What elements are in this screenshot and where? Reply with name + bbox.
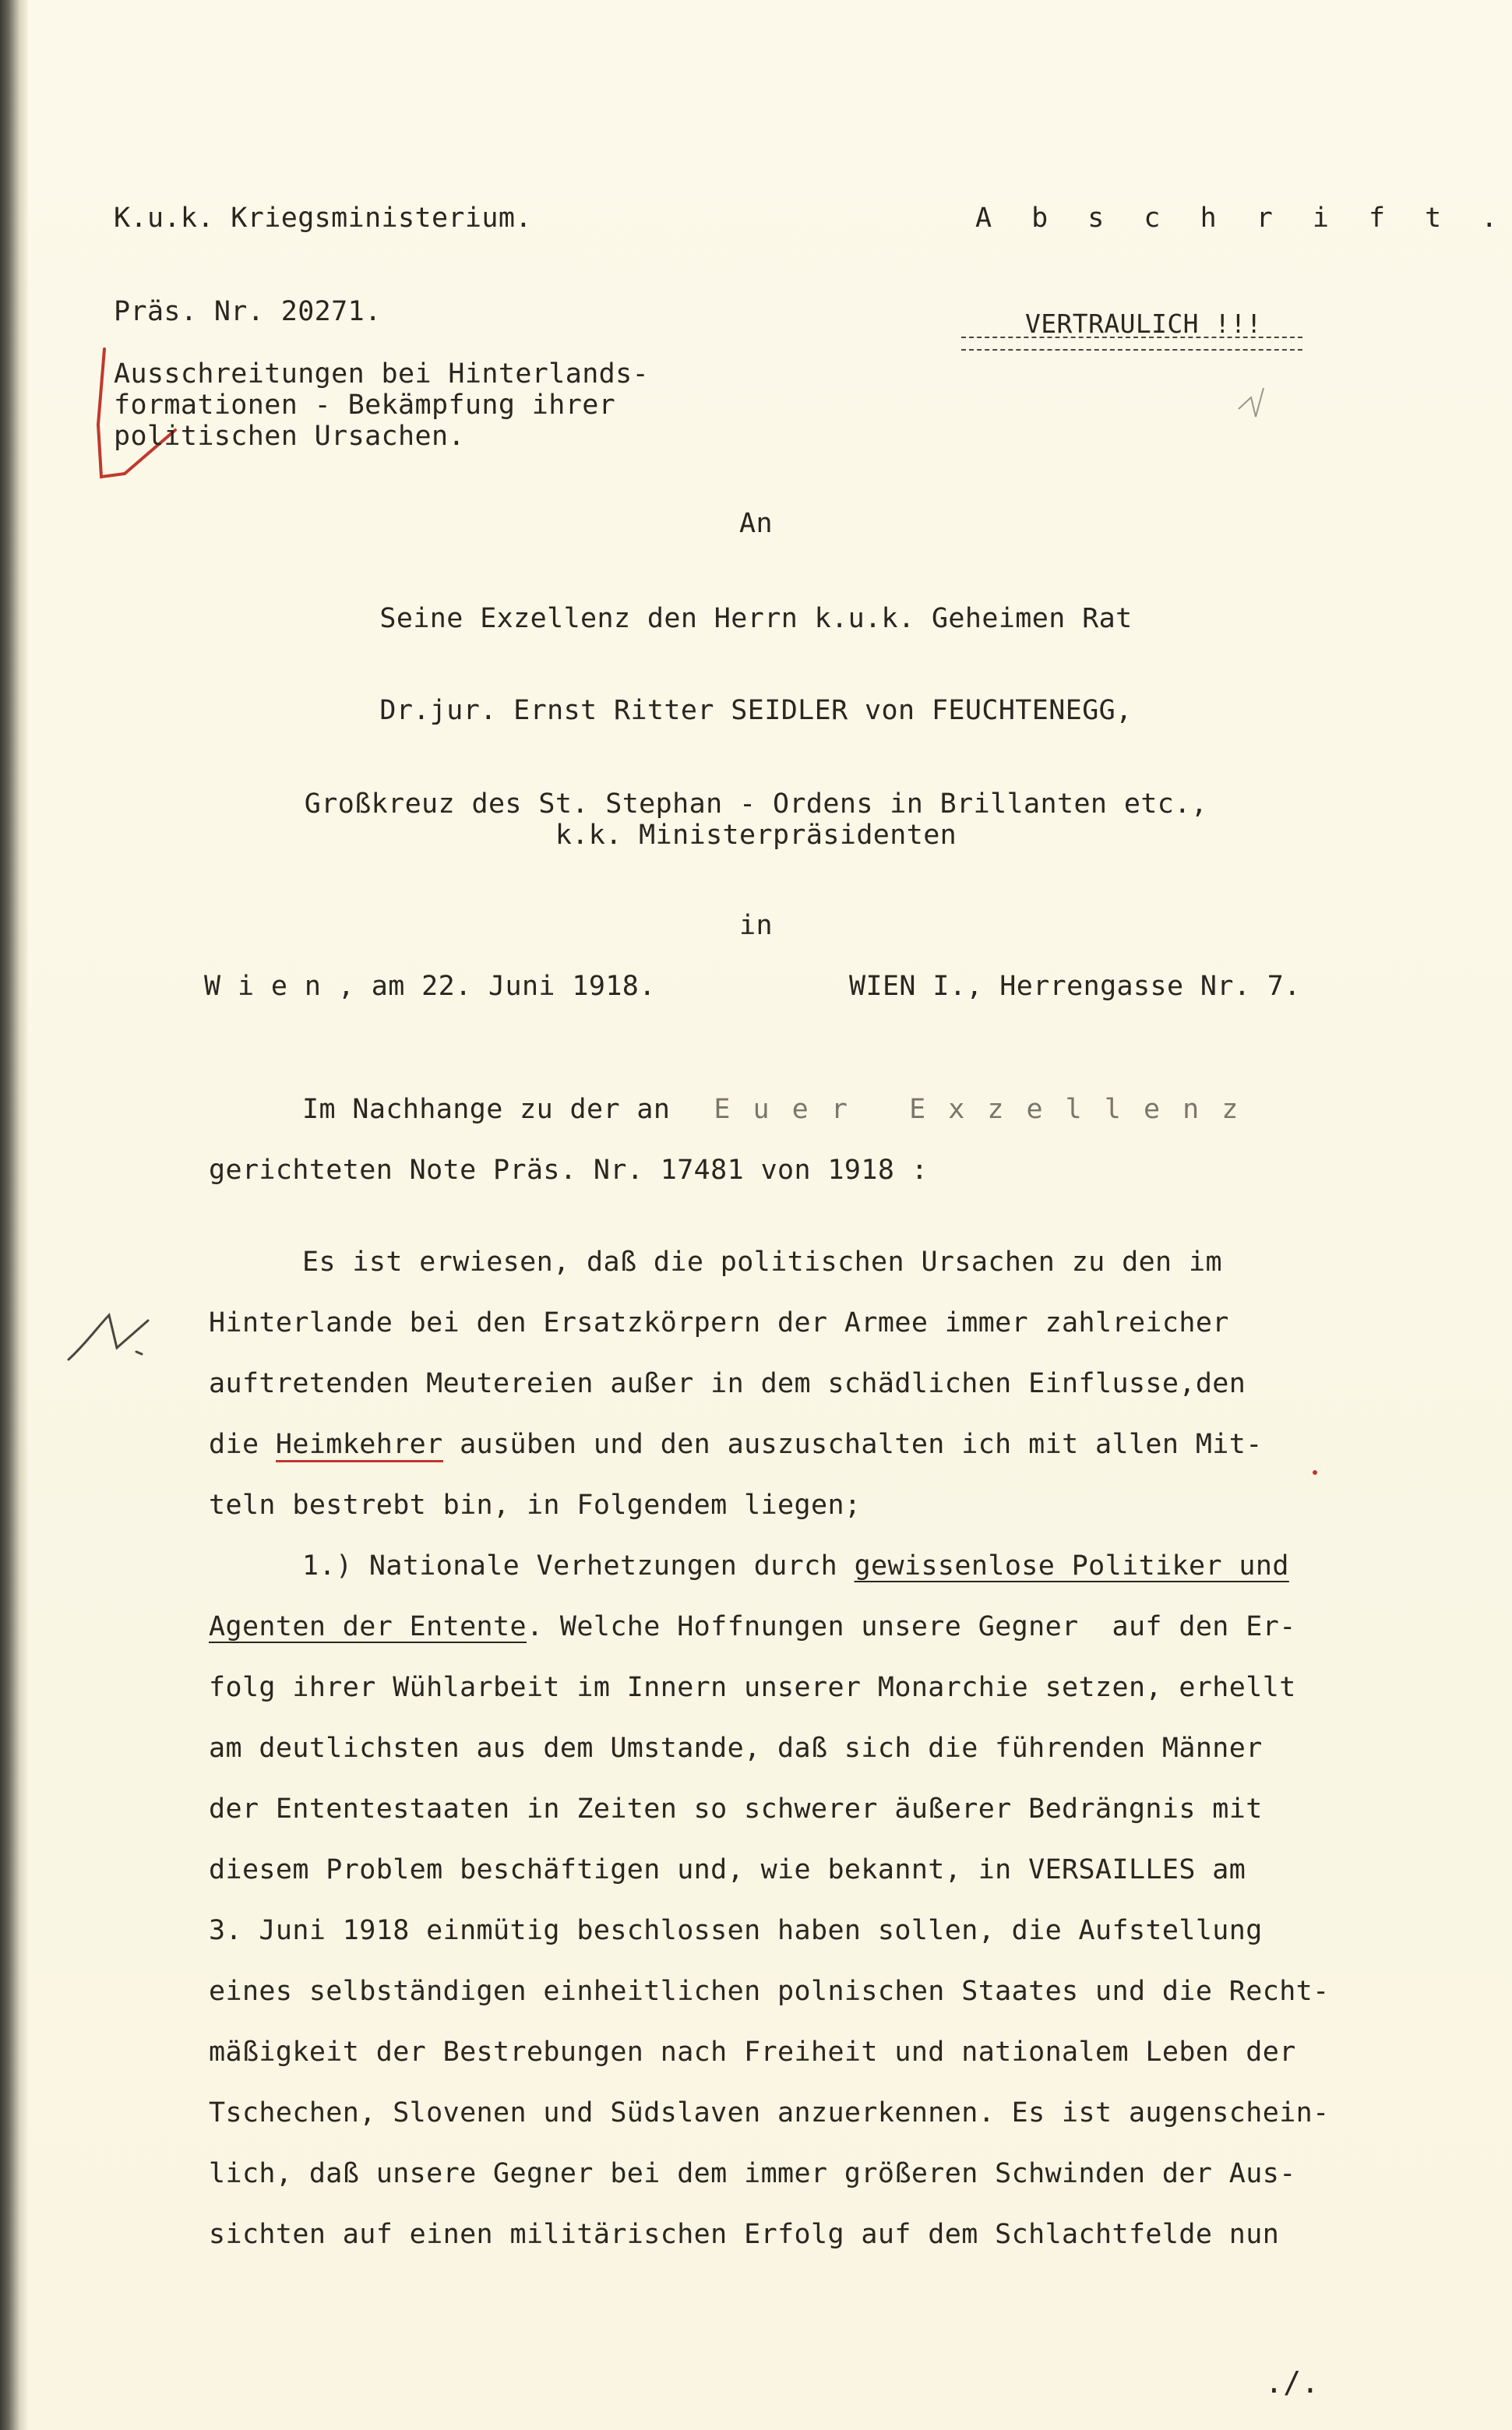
margin-check-mark — [1239, 388, 1264, 417]
addressee-line-3: Großkreuz des St. Stephan - Ordens in Brillanten etc., — [304, 788, 1208, 820]
ministry-name: K.u.k. Kriegsministerium. — [114, 203, 532, 234]
body-line-6-start: 1.) Nationale Verhetzungen durch — [302, 1550, 855, 1582]
addressee-line-2: Dr.jur. Ernst Ritter SEIDLER von FEUCHTENEGG, — [379, 695, 1133, 726]
body-line-4-start: die — [209, 1429, 276, 1460]
intro-text: Im Nachhange zu der an — [302, 1094, 671, 1125]
subject-line-3: politischen Ursachen. — [114, 421, 465, 452]
body-line-4-end: ausüben und den auszuschalten ich mit allen Mit- — [442, 1429, 1263, 1460]
body-line-17: sichten auf einen militärischen Erfolg auf dem Schlachtfelde nun — [209, 2219, 1280, 2250]
body-line-10: der Ententestaaten in Zeiten so schwerer äußerer Bedrängnis mit — [209, 1793, 1263, 1825]
subject-line-2: formationen - Bekämpfung ihrer — [114, 390, 616, 421]
margin-n-mark — [69, 1315, 148, 1360]
underlined-entente-agents: Agenten der Entente — [209, 1611, 527, 1642]
body-line-3: auftretenden Meutereien außer in dem schädlichen Einflusse,den — [209, 1368, 1246, 1399]
red-dot-mark — [1313, 1470, 1317, 1475]
body-line-9: am deutlichsten aus dem Umstande, daß sich die führenden Männer — [209, 1733, 1263, 1764]
classification-underline — [961, 337, 1302, 351]
addressee-street: WIEN I., Herrengasse Nr. 7. — [849, 971, 1301, 1002]
addressee-line-1: Seine Exzellenz den Herrn k.u.k. Geheimen Rat — [379, 603, 1133, 634]
addressee-in: in — [739, 910, 773, 941]
continuation-mark: ./. — [1265, 2365, 1320, 2400]
body-line-6 — [302, 1549, 1289, 1583]
body-line-15: Tschechen, Slovenen und Südslaven anzuerkennen. Es ist augenschein- — [209, 2097, 1330, 2128]
body-line-16: lich, daß unsere Gegner bei dem immer größeren Schwinden der Aus- — [209, 2158, 1296, 2189]
body-line-8: folg ihrer Wühlarbeit im Innern unserer Monarchie setzen, erhellt — [209, 1672, 1296, 1703]
intro-spaced-address: E u e r E x z e l l e n z — [714, 1094, 1242, 1125]
place-date: W i e n , am 22. Juni 1918. — [204, 971, 656, 1002]
addressee-to: An — [739, 508, 773, 539]
copy-mark: A b s c h r i f t . — [975, 203, 1510, 234]
classification-stamp: VERTRAULICH !!! — [1025, 309, 1263, 339]
underlined-politicians: gewissenlose Politiker und — [854, 1550, 1289, 1582]
addressee-line-4: k.k. Ministerpräsidenten — [555, 820, 957, 851]
body-line-13: eines selbständigen einheitlichen polnischen Staates und die Recht- — [209, 1976, 1330, 2007]
body-line-2: Hinterlande bei den Ersatzkörpern der Armee immer zahlreicher — [209, 1307, 1229, 1338]
body-line-14: mäßigkeit der Bestrebungen nach Freiheit und nationalem Leben der — [209, 2037, 1296, 2068]
intro-line-2: gerichteten Note Präs. Nr. 17481 von 1918 : — [209, 1155, 929, 1186]
underlined-heimkehrer: Heimkehrer — [276, 1429, 443, 1462]
body-line-4 — [209, 1427, 1263, 1462]
body-line-5: teln bestrebt bin, in Folgendem liegen; — [209, 1490, 862, 1521]
body-line-1: Es ist erwiesen, daß die politischen Ursachen zu den im — [302, 1247, 1222, 1278]
body-line-12: 3. Juni 1918 einmütig beschlossen haben sollen, die Aufstellung — [209, 1915, 1263, 1946]
intro-line-1 — [302, 1092, 1241, 1127]
body-line-11: diesem Problem beschäftigen und, wie bekannt, in VERSAILLES am — [209, 1854, 1246, 1885]
document-number: Präs. Nr. 20271. — [114, 296, 382, 327]
body-line-7-end: . Welche Hoffnungen unsere Gegner auf den Er- — [526, 1611, 1296, 1642]
subject-line-1: Ausschreitungen bei Hinterlands- — [114, 358, 650, 390]
body-line-7 — [209, 1610, 1296, 1644]
